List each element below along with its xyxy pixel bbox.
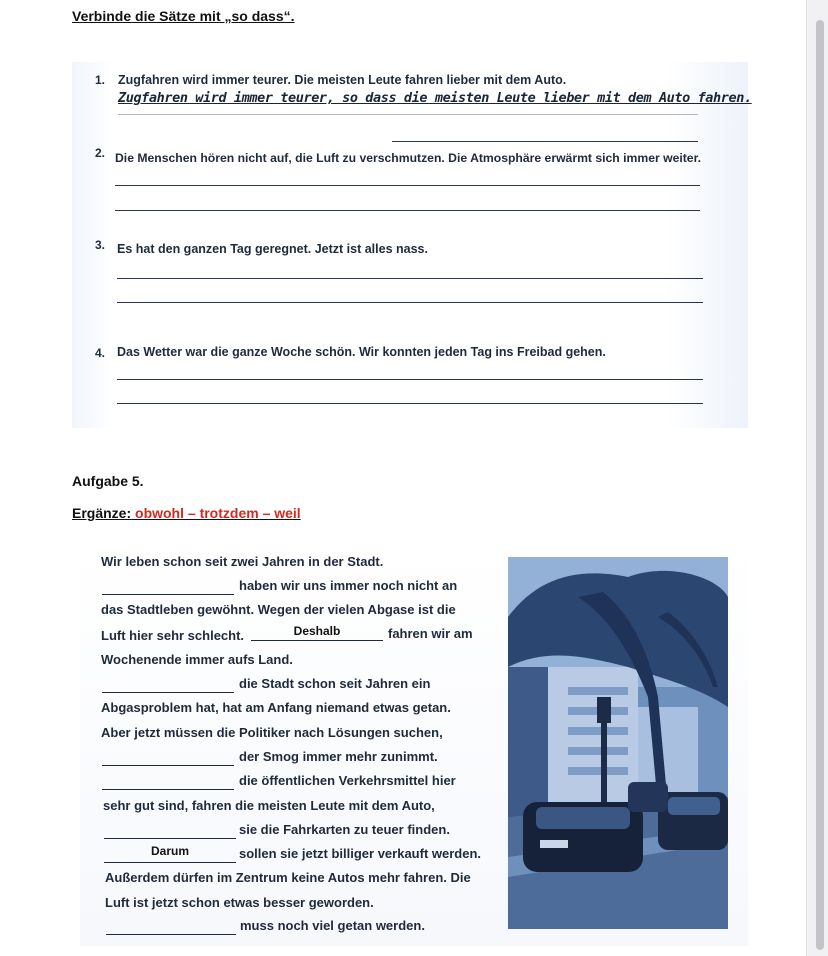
answer-line (118, 114, 698, 115)
text-line: muss noch viel getan werden. (240, 918, 425, 933)
text-line: haben wir uns immer noch nicht an (239, 578, 458, 593)
answer-line (117, 403, 703, 404)
text-line: Abgasproblem hat, hat am Anfang niemand etwas getan. (101, 700, 451, 715)
text-line: fahren wir am (388, 626, 473, 641)
street-photo (508, 557, 728, 929)
text-line: Außerdem dürfen im Zentrum keine Autos mehr fahren. Die (105, 870, 471, 885)
text-line: das Stadtleben gewöhnt. Wegen der vielen Abgase ist die (101, 602, 456, 617)
text-line: sehr gut sind, fahren die meisten Leute mit dem Auto, (103, 798, 435, 813)
blank (102, 678, 234, 693)
text-line: sollen sie jetzt billiger verkauft werden. (239, 846, 482, 861)
text-line: die öffentlichen Verkehrsmittel hier (239, 773, 456, 788)
text-line: die Stadt schon seit Jahren ein (239, 676, 431, 691)
exercise5-instruction (72, 505, 301, 521)
exercise4-heading: Verbinde die Sätze mit „so dass“. (72, 8, 295, 24)
item-number: 2. (95, 146, 106, 160)
blank (102, 775, 234, 790)
text-line: der Smog immer mehr zunimmt. (239, 749, 438, 764)
text-line: Luft hier sehr schlecht. (101, 628, 245, 643)
text-line: Wir leben schon seit zwei Jahren in der Stadt. (101, 554, 384, 569)
answer-line (117, 379, 703, 380)
text-line: sie die Fahrkarten zu teuer finden. (239, 822, 450, 837)
scrollbar-thumb[interactable] (816, 20, 824, 950)
item-text: Die Menschen hören nicht auf, die Luft zu verschmutzen. Die Atmosphäre erwärmt sich immer weiter. (115, 151, 702, 165)
exercise5-title: Aufgabe 5. (72, 473, 144, 489)
text-line: Aber jetzt müssen die Politiker nach Lösungen suchen, (101, 725, 443, 740)
item-text: Das Wetter war die ganze Woche schön. Wir konnten jeden Tag ins Freibad gehen. (117, 345, 606, 359)
text-line: Luft ist jetzt schon etwas besser geworden. (105, 895, 374, 910)
answer-line (117, 278, 703, 279)
filled-answer: Deshalb (293, 624, 341, 638)
blank (102, 580, 234, 595)
instruction-words: obwohl – trotzdem – weil (135, 505, 301, 521)
item-number: 3. (95, 238, 106, 252)
answer-line (115, 185, 700, 186)
item-text: Zugfahren wird immer teurer. Die meisten Leute fahren lieber mit dem Auto. (118, 73, 567, 87)
blank (102, 751, 234, 766)
filled-answer: Darum (150, 844, 189, 858)
text-line: Wochenende immer aufs Land. (101, 652, 293, 667)
answer-line (117, 302, 703, 303)
answer-line (115, 210, 700, 211)
blank (106, 920, 236, 935)
handwritten-answer: Zugfahren wird immer teurer, so dass die meisten Leute lieber mit dem Auto fahren. (118, 90, 752, 106)
instruction-label: Ergänze: (72, 505, 132, 521)
item-text: Es hat den ganzen Tag geregnet. Jetzt ist alles nass. (117, 242, 428, 256)
item-number: 4. (95, 346, 106, 360)
answer-line (392, 141, 698, 142)
blank (104, 824, 236, 839)
item-number: 1. (95, 73, 106, 87)
